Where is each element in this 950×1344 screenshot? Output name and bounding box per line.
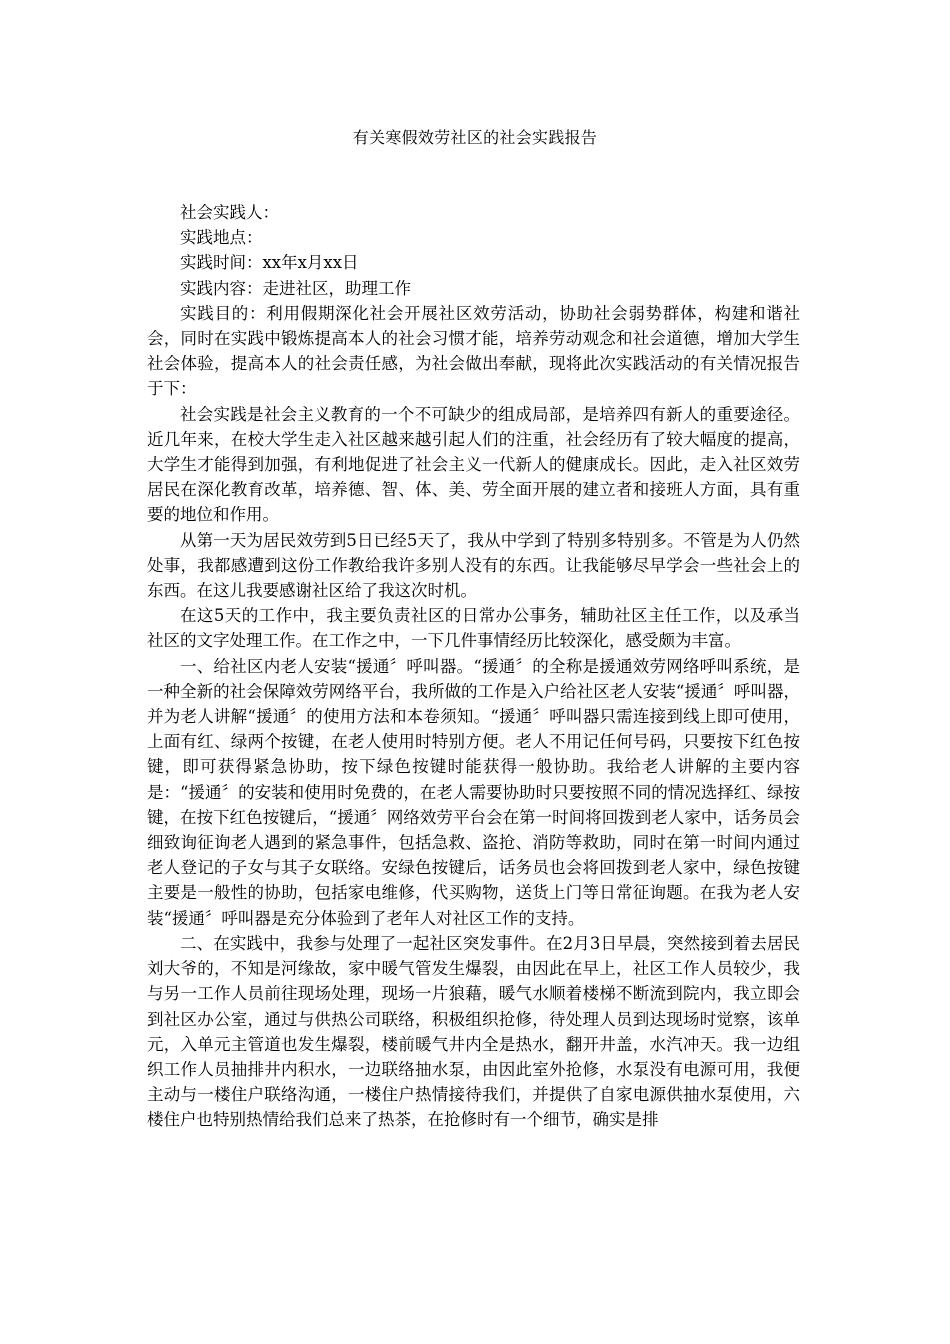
document-title: 有关寒假效劳社区的社会实践报告 [352,128,598,147]
paragraph-significance: 社会实践是社会主义教育的一个不可缺少的组成局部，是培养四有新人的重要途径。近几年来，在校大学生走入社区越来越引起人们的注重，社会经历有了较大幅度的提高，大学生才能得到加强，有利地促进了社会主义一代新人的健康成长。因此，走入社区效劳居民在深化教育改革，培养德、智、体、美、劳全面开展的建立者和接班人方面，具有重要的地位和作用。 [147,404,800,525]
paragraph-purpose: 实践目的：利用假期深化社会开展社区效劳活动，协助社会弱势群体，构建和谐社会，同时在实践中锻炼提高本人的社会习惯才能，培养劳动观念和社会道德，增加大学生社会体验，提高本人的社会责任感，为社会做出奉献，现将此次实践活动的有关情况报告于下： [147,303,800,399]
paragraph-experience: 从第一天为居民效劳到5日已经5天了，我从中学到了特别多特别多。不管是为人仍然处事，我都感遭到这份工作教给我许多别人没有的东西。让我能够尽早学会一些社会上的东西。在这儿我要感谢社区给了我这次时机。 [147,530,800,601]
paragraph-time: 实践时间：xx年x月xx日 [180,253,359,273]
paragraph-item-two: 二、在实践中，我参与处理了一起社区突发事件。在2月3日早晨，突然接到着去居民刘大爷的，不知是河缘故，家中暖气管发生爆裂，由因此在早上，社区工作人员较少，我与另一工作人员前往现场处理，现场一片狼藉，暖气水顺着楼梯不断流到院内，我立即会到社区办公室，通过与供热公司联络，积极组织抢修，待处理人员到达现场时觉察，该单元，入单元主管道也发生爆裂，楼前暖气井内全是热水，翻开井盖，水汽冲天。我一边组织工作人员抽排井内积水，一边联络抽水泵，由因此室外抢修，水泵没有电源可用，我便主动与一楼住户联络沟通，一楼住户热情接待我们，并提供了自家电源供抽水泵使用，六楼住户也特别热情给我们总来了热茶，在抢修时有一个细节，确实是排 [147,933,800,1130]
paragraph-item-one: 一、给社区内老人安装“援通〞呼叫器。“援通〞的全称是援通效劳网络呼叫系统，是一种全新的社会保障效劳网络平台，我所做的工作是入户给社区老人安装“援通〞呼叫器，并为老人讲解“援通〞的使用方法和本卷须知。“援通〞呼叫器只需连接到线上即可使用，上面有红、绿两个按键，在老人使用时特别方便。老人不用记任何号码，只要按下红色按键，即可获得紧急协助，按下绿色按键时能获得一般协助。我给老人讲解的主要内容是：“援通〞的安装和使用时免费的，在老人需要协助时只要按照不同的情况选择红、绿按键，在按下红色按键后，“援通〞网络效劳平台会在第一时间将回拨到老人家中，话务员会细致询征询老人遇到的紧急事件，包括急救、盗抢、消防等救助，同时在第一时间内通过老人登记的子女与其子女联络。安绿色按键后，话务员也会将回拨到老人家中，绿色按键主要是一般性的协助，包括家电维修，代买购物，送货上门等日常征询题。在我为老人安装“援通〞呼叫器是充分体验到了老年人对社区工作的支持。 [147,656,800,928]
paragraph-content: 实践内容：走进社区，助理工作 [180,278,411,298]
paragraph-location: 实践地点： [180,228,263,248]
document-body [147,200,800,1133]
paragraph-practitioner: 社会实践人： [180,203,279,222]
paragraph-duties: 在这5天的工作中，我主要负责社区的日常办公事务，辅助社区主任工作，以及承当社区的文字处理工作。在工作之中，一下几件事情经历比较深化，感受颇为丰富。 [147,606,800,651]
